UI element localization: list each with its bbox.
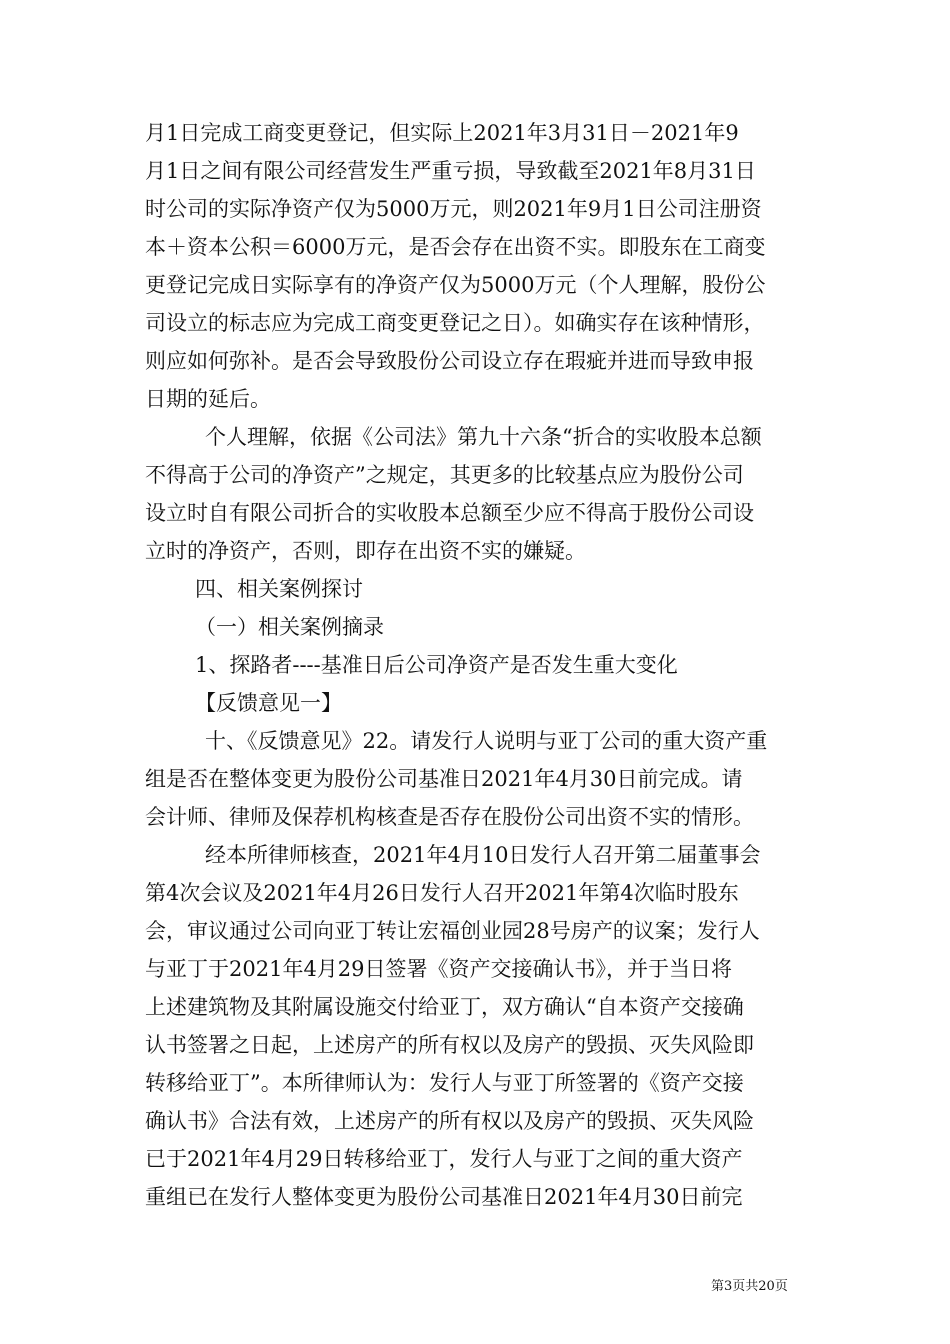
text-line: 转移给亚丁”。本所律师认为：发行人与亚丁所签署的《资产交接: [145, 1071, 744, 1095]
text-line: 则应如何弥补。是否会导致股份公司设立存在瑕疵并进而导致申报: [145, 349, 754, 373]
text-line: 司设立的标志应为完成工商变更登记之日）。如确实存在该种情形，: [145, 311, 765, 335]
text-line: 与亚丁于2021年4月29日签署《资产交接确认书》，并于当日将: [145, 957, 733, 981]
subsection-heading: （一）相关案例摘录: [195, 615, 384, 639]
text-line: 个人理解，依据《公司法》第九十六条“折合的实收股本总额: [205, 425, 762, 449]
text-line: 设立时自有限公司折合的实收股本总额至少应不得高于股份公司设: [145, 501, 754, 525]
text-line: 十、《反馈意见》22。请发行人说明与亚丁公司的重大资产重: [205, 729, 768, 753]
text-line: 已于2021年4月29日转移给亚丁，发行人与亚丁之间的重大资产: [145, 1147, 743, 1171]
text-line: 上述建筑物及其附属设施交付给亚丁，双方确认“自本资产交接确: [145, 995, 744, 1019]
text-line: 不得高于公司的净资产”之规定，其更多的比较基点应为股份公司: [145, 463, 744, 487]
text-line: 组是否在整体变更为股份公司基准日2021年4月30日前完成。请: [145, 767, 743, 791]
text-line: 日期的延后。: [145, 387, 271, 411]
text-line: 会，审议通过公司向亚丁转让宏福创业园28号房产的议案；发行人: [145, 919, 760, 943]
section-heading: 四、相关案例探讨: [195, 577, 363, 601]
case-heading: 1、探路者----基准日后公司净资产是否发生重大变化: [195, 653, 678, 677]
text-line: 更登记完成日实际享有的净资产仅为5000万元（个人理解，股份公: [145, 273, 766, 297]
feedback-heading: 【反馈意见一】: [195, 691, 342, 715]
text-line: 确认书》合法有效，上述房产的所有权以及房产的毁损、灭失风险: [145, 1109, 754, 1133]
text-line: 重组已在发行人整体变更为股份公司基准日2021年4月30日前完: [145, 1185, 743, 1209]
text-line: 本＋资本公积＝6000万元，是否会存在出资不实。即股东在工商变: [145, 235, 766, 259]
text-line: 月1日完成工商变更登记，但实际上2021年3月31日－2021年9: [145, 121, 739, 145]
text-line: 时公司的实际净资产仅为5000万元，则2021年9月1日公司注册资: [145, 197, 762, 221]
page-number: 第3页共20页: [711, 1279, 788, 1294]
text-line: 立时的净资产，否则，即存在出资不实的嫌疑。: [145, 539, 586, 563]
text-line: 会计师、律师及保荐机构核查是否存在股份公司出资不实的情形。: [145, 805, 754, 829]
text-line: 经本所律师核查，2021年4月10日发行人召开第二届董事会: [205, 843, 761, 867]
text-line: 月1日之间有限公司经营发生严重亏损，导致截至2021年8月31日: [145, 159, 756, 183]
text-line: 认书签署之日起，上述房产的所有权以及房产的毁损、灭失风险即: [145, 1033, 754, 1057]
text-line: 第4次会议及2021年4月26日发行人召开2021年第4次临时股东: [145, 881, 739, 905]
